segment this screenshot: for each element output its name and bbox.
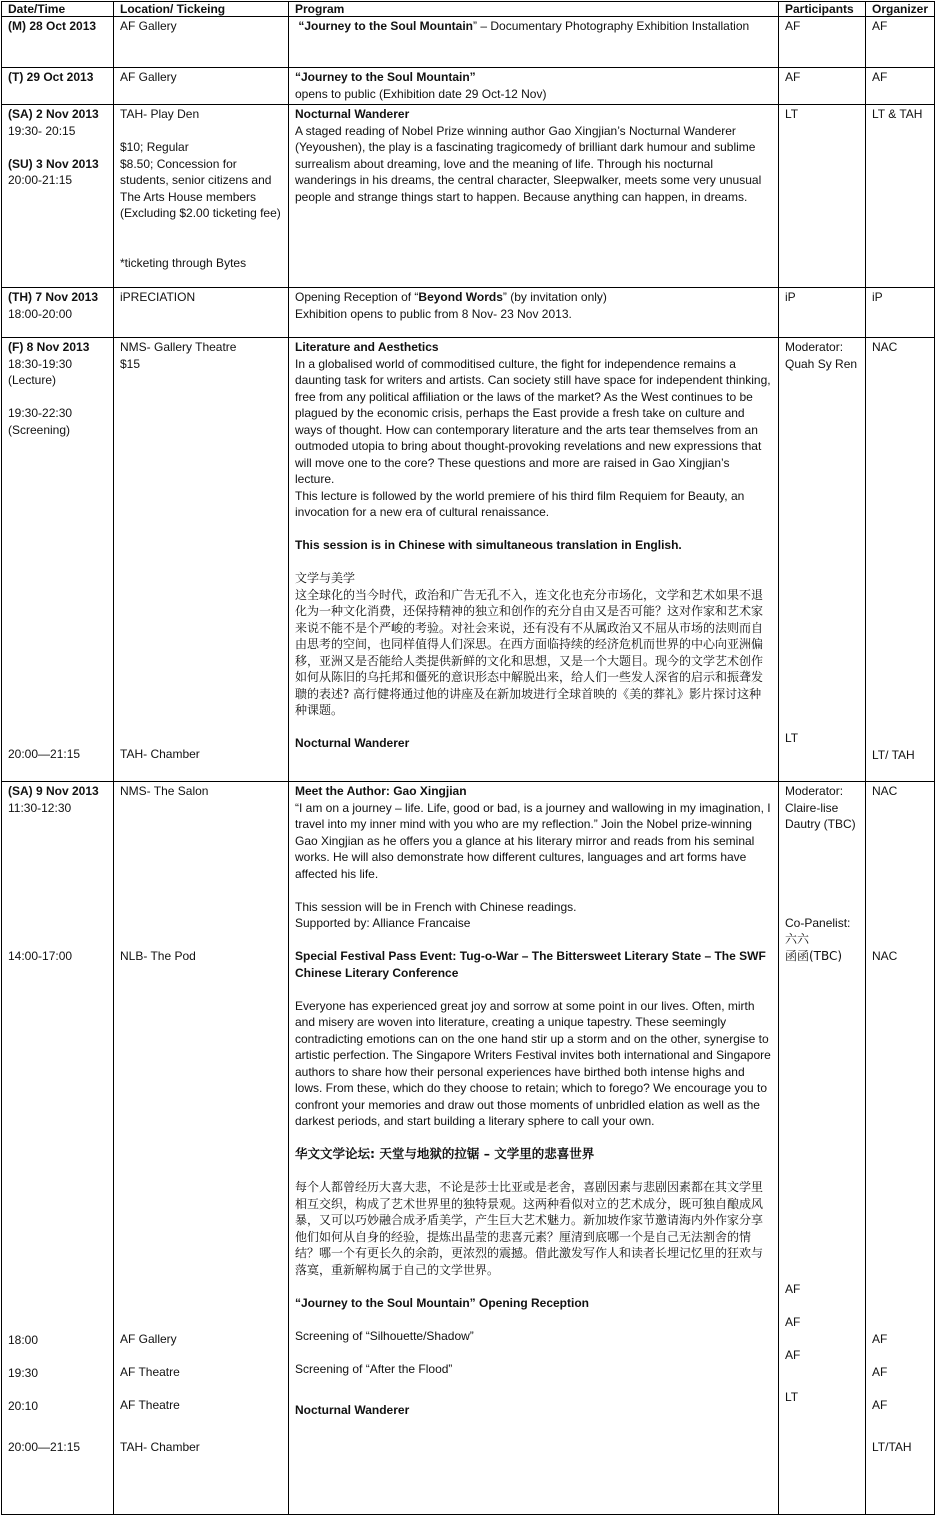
organizer-cell: AF <box>866 17 935 68</box>
participants: Co-Panelist: <box>785 915 851 930</box>
program-text: ” – Documentary Photography Exhibition Installation <box>473 19 750 33</box>
date-cell <box>2 782 114 1515</box>
program-title: Nocturnal Wanderer <box>295 1403 410 1417</box>
organizer: AF <box>872 1365 888 1379</box>
venue: TAH- Chamber <box>120 1439 200 1454</box>
program-text: Opening Reception of “ <box>295 290 419 304</box>
time: 20:00-21:15 <box>8 173 73 187</box>
participants: AF <box>785 1348 801 1362</box>
location-cell <box>114 782 289 1515</box>
program-title: Meet the Author: Gao Xingjian <box>295 784 467 798</box>
participants: 六六 <box>785 932 810 946</box>
header-participants: Participants <box>779 2 866 17</box>
organizer: NAC <box>872 340 898 354</box>
time: 20:00—21:15 <box>8 747 81 761</box>
program-text: Screening of “After the Flood” <box>295 1361 453 1376</box>
program-cell <box>289 17 779 68</box>
organizer-cell: AF <box>866 68 935 105</box>
venue: NLB- The Pod <box>120 948 196 963</box>
program-cell <box>289 288 779 338</box>
chinese-title: 文学与美学 <box>295 571 356 585</box>
venue: AF Theatre <box>120 1365 180 1379</box>
organizer-cell: iP <box>866 288 935 338</box>
time: 20:10 <box>8 1398 39 1413</box>
participants: Moderator: Quah Sy Ren <box>785 340 858 371</box>
program-text: opens to public (Exhibition date 29 Oct-12 Nov) <box>295 86 547 101</box>
chinese-text: 每个人都曾经历大喜大悲，不论是莎士比亚或是老舍，喜剧因素与悲剧因素都在其文学里相互交织，构成了艺术世界里的独特景观。这两种看似对立的艺术成分，既可独自酿成风暴，又可以巧妙融合成矛盾美学，产生巨大艺术魅力。新加坡作家节邀请海内外作家分享他们如何从自身的经验，提炼出晶莹的悲喜元素？厘清到底哪一个是自己无法割舍的情结？哪一个有更长久的余韵，更浓烈的震撼。借此激发写作人和读者长埋记忆里的狂欢与落寞，重新解构属于自己的文学世界。 <box>295 1180 764 1277</box>
header-organizer: Organizer <box>866 2 935 17</box>
header-row <box>2 2 935 17</box>
participants-cell: iP <box>779 288 866 338</box>
organizer-cell <box>866 338 935 782</box>
time: 19:30-22:30 <box>8 406 73 420</box>
program-text: In a globalised world of commoditised culture, the fight for independence remains a daunting task for writers and artists. Can society still have space for independent thinking, free from any political affiliation or the laws of the market? As the West continues to be plagued by the economic crisis, perhaps the East provide a fresh take on culture and ways of thought. How can contemporary literature and the arts tear themselves from an outmoded utopia to bring about thought-provoking revelations and new expressions that will move one to the core? These questions and more are raised in Gao Xingjian’s lecture. <box>295 356 771 486</box>
date: (F) 8 Nov 2013 <box>8 340 90 354</box>
program-text: Exhibition opens to public from 8 Nov- 23 Nov 2013. <box>295 306 572 321</box>
program-text: Screening of “Silhouette/Shadow” <box>295 1328 474 1343</box>
date: (TH) 7 Nov 2013 <box>8 290 99 304</box>
location-cell <box>114 105 289 288</box>
program-text: A staged reading of Nobel Prize winning author Gao Xingjian’s Nocturnal Wanderer (Yeyoushen), the play is a fascinating tragicomedy of brilliant dark humour and sublime surrealism about dreaming, love and the meaning of life. Through his nocturnal wanderings in his dreams, the central character, Sleepwalker, meets some very unusual people and strange things start to happen. Because anything can happen, in dreams. <box>295 123 762 204</box>
header-location: Location/ Tickeing <box>114 2 289 17</box>
program-title: “Journey to the Soul Mountain” <box>295 70 476 84</box>
venue: NMS- The Salon <box>120 784 209 798</box>
organizer: AF <box>872 1398 888 1412</box>
organizer: LT/ TAH <box>872 747 915 762</box>
participants: LT <box>785 731 799 745</box>
date: (SA) 9 Nov 2013 <box>8 784 99 798</box>
venue: TAH- Chamber <box>120 747 200 761</box>
participants-cell: AF <box>779 17 866 68</box>
time: 11:30-12:30 <box>8 800 72 815</box>
date-cell <box>2 338 114 782</box>
organizer: NAC <box>872 784 898 798</box>
location-cell <box>114 338 289 782</box>
participants: AF <box>785 1315 801 1329</box>
participants-cell <box>779 782 866 1515</box>
program-text: ” (by invitation only) <box>502 290 607 304</box>
location-cell: iPRECIATION <box>114 288 289 338</box>
time: 18:00-20:00 <box>8 306 73 321</box>
table-row <box>2 288 935 338</box>
date: (SU) 3 Nov 2013 <box>8 156 99 171</box>
schedule-table <box>1 1 935 1515</box>
venue: AF Gallery <box>120 1332 177 1346</box>
location-cell: AF Gallery <box>114 68 289 105</box>
venue: TAH- Play Den <box>120 107 200 121</box>
program-title: Literature and Aesthetics <box>295 340 439 354</box>
chinese-text: 这全球化的当今时代，政治和广告无孔不入，连文化也充分市场化，文学和艺术如果不退化为一种文化消费，还保持精神的独立和创作的充分自由又是否可能？这对作家和艺术家来说不能不是个严峻的考验。对社会来说，还有没有不从属政治又不屈从市场的法则而自由思考的空间，也同样值得人们深思。在西方面临持续的经济危机而世界的中心向亚洲偏移，亚洲又是否能给人类提供新鲜的文化和思想，又是一个大题目。现今的文学艺术创作如何从陈旧的乌托邦和僵死的意识形态中解脱出来，给人们一些发人深省的启示和振聋发聩的表述? 高行健将通过他的讲座及在新加坡进行全球首映的《美的葬礼》影片探讨这种种课题。 <box>295 587 764 717</box>
organizer-cell <box>866 782 935 1515</box>
program-title: “Journey to the Soul Mountain” Opening Reception <box>295 1295 589 1310</box>
program-title: Nocturnal Wanderer <box>295 736 410 750</box>
table-row <box>2 105 935 288</box>
location-cell: AF Gallery <box>114 17 289 68</box>
price: $15 <box>120 356 141 371</box>
ticketing-note: *ticketing through Bytes <box>120 255 247 270</box>
price: $8.50; Concession for students, senior citizens and The Arts House members (Excluding $2.00 ticketing fee) <box>120 156 281 220</box>
participants: 函函(TBC) <box>785 948 843 963</box>
time: 18:00 <box>8 1332 39 1347</box>
program-cell <box>289 105 779 288</box>
time: 19:30- 20:15 <box>8 123 76 138</box>
table-row <box>2 68 935 105</box>
date-cell <box>2 17 114 68</box>
program-text: This lecture is followed by the world premiere of his third film Requiem for Beauty, an invocation for a new era of cultural renaissance. <box>295 488 745 519</box>
date-cell <box>2 105 114 288</box>
language-note: This session is in Chinese with simultaneous translation in English. <box>295 538 682 552</box>
participants-cell <box>779 338 866 782</box>
header-program: Program <box>289 2 779 17</box>
table-row <box>2 782 935 1515</box>
participants-cell: AF <box>779 68 866 105</box>
time: 14:00-17:00 <box>8 949 73 963</box>
organizer: LT/TAH <box>872 1439 912 1454</box>
date-cell <box>2 68 114 105</box>
program-cell <box>289 782 779 1515</box>
program-title: Nocturnal Wanderer <box>295 107 410 121</box>
time: 19:30 <box>8 1365 39 1380</box>
organizer-cell: LT & TAH <box>866 105 935 288</box>
venue: NMS- Gallery Theatre <box>120 340 237 354</box>
participants: AF <box>785 1282 801 1296</box>
program-text: “I am on a journey – life. Life, good or bad, is a journey and wallowing in my imagination, I travel into my inner mind with you who are my reflection.” Join the Nobel prize-winning Gao Xingjian as he offers you a glance at his literary mirror and reads from his seminal works. He will also demonstrate how different cultures, languages and art forms have affected his life. <box>295 800 771 881</box>
participants-cell: LT <box>779 105 866 288</box>
program-title: Beyond Words <box>418 290 503 304</box>
program-text: Everyone has experienced great joy and sorrow at some point in our lives. Often, mirth and misery are woven into literature, creating a unique tapestry. These seemingly contradicting emotions can on the one hand stir up a storm and on the other, synergise to artistic perfection. The Singapore Writers Festival invites both international and Singapore authors to share how their personal experiences have birthed both intense highs and lows. From these, which do they choose to retain; which to forego? We encourage you to confront your memories and draw out those moments of unbridled elation as well as the darkest periods, and start building a literary sphere to call your own. <box>295 998 771 1128</box>
language-note: This session will be in French with Chinese readings. <box>295 899 577 914</box>
table-row <box>2 17 935 68</box>
session-label: (Screening) <box>8 422 71 437</box>
program-title: Special Festival Pass Event: Tug-o-War – The Bittersweet Literary State – The SWF Chinese Literary Conference <box>295 949 766 980</box>
date: (T) 29 Oct 2013 <box>8 70 94 84</box>
date: (M) 28 Oct 2013 <box>8 19 97 33</box>
session-label: (Lecture) <box>8 373 57 387</box>
time: 20:00—21:15 <box>8 1440 81 1454</box>
chinese-title: 华文文学论坛: 天堂与地狱的拉锯 – 文学里的悲喜世界 <box>295 1146 595 1161</box>
support-note: Supported by: Alliance Francaise <box>295 916 471 930</box>
time: 18:30-19:30 <box>8 356 73 371</box>
table-row <box>2 338 935 782</box>
header-date: Date/Time <box>2 2 114 17</box>
participants: LT <box>785 1389 799 1404</box>
program-title: “Journey to the Soul Mountain <box>298 19 474 33</box>
date-cell <box>2 288 114 338</box>
venue: AF Theatre <box>120 1398 180 1412</box>
organizer: NAC <box>872 948 898 963</box>
participants: Moderator: Claire-lise Dautry (TBC) <box>785 784 856 831</box>
program-cell <box>289 338 779 782</box>
organizer: AF <box>872 1332 888 1346</box>
program-cell <box>289 68 779 105</box>
price: $10; Regular <box>120 140 189 154</box>
date: (SA) 2 Nov 2013 <box>8 107 99 121</box>
